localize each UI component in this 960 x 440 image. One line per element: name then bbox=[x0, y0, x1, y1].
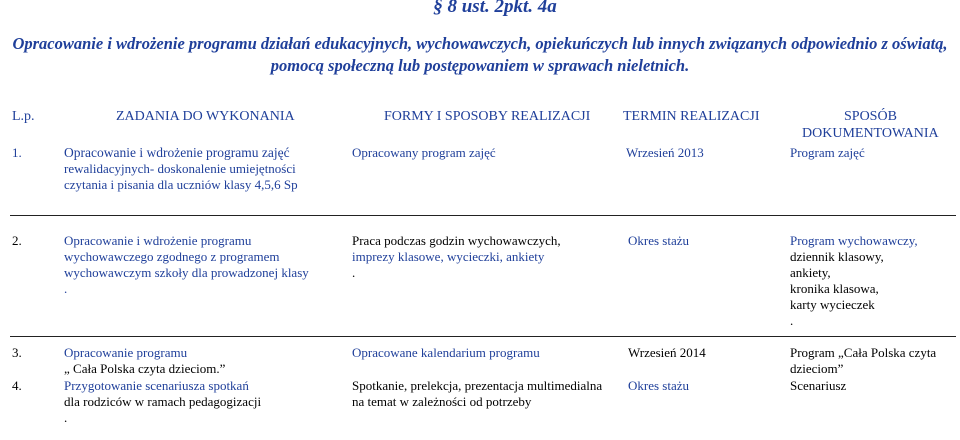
column-header-task: ZADANIA DO WYKONANIA bbox=[116, 109, 295, 124]
row-3-forms: Opracowane kalendarium programu bbox=[352, 345, 540, 360]
row-2-task-line-3: wychowawczym szkoły dla prowadzonej klasy bbox=[64, 265, 309, 280]
row-2-task-line-4: . bbox=[64, 281, 68, 296]
row-1-forms: Opracowany program zajęć bbox=[352, 145, 496, 160]
row-4-number: 4. bbox=[12, 378, 22, 393]
row-3-doc-line-1: Program „Cała Polska czyta bbox=[790, 345, 937, 360]
row-1-task-line-1: Opracowanie i wdrożenie programu zajęć bbox=[64, 145, 290, 160]
row-2-doc-line-4: kronika klasowa, bbox=[790, 281, 879, 296]
row-4-task-line-2: dla rodziców w ramach pedagogizacji bbox=[64, 394, 262, 409]
row-2-task-line-1: Opracowanie i wdrożenie programu bbox=[64, 233, 252, 248]
row-1-task-line-3: czytania i pisania dla uczniów klasy 4,5,6 Sp bbox=[64, 177, 298, 192]
row-2-number: 2. bbox=[12, 233, 22, 248]
row-3-doc-line-2: dzieciom” bbox=[790, 361, 844, 376]
row-2-doc-line-5: karty wycieczek bbox=[790, 297, 875, 312]
row-1-task-line-2: rewalidacyjnych- doskonalenie umiejętności bbox=[64, 161, 296, 176]
column-header-doc-line-1: SPOSÓB bbox=[844, 109, 897, 124]
row-2-forms-line-1: Praca podczas godzin wychowawczych, bbox=[352, 233, 561, 248]
column-header-term: TERMIN REALIZACJI bbox=[623, 109, 760, 124]
row-3-task-line-1: Opracowanie programu bbox=[64, 345, 188, 360]
row-divider-1 bbox=[10, 215, 956, 216]
row-1-number: 1. bbox=[12, 145, 22, 160]
column-header-forms: FORMY I SPOSOBY REALIZACJI bbox=[384, 109, 591, 124]
row-4-forms-line-1: Spotkanie, prelekcja, prezentacja multimedialna bbox=[352, 378, 603, 393]
column-header-doc-line-2: DOKUMENTOWANIA bbox=[802, 126, 939, 141]
row-4-documentation: Scenariusz bbox=[790, 378, 847, 393]
row-1-term: Wrzesień 2013 bbox=[626, 145, 704, 160]
document-title-line-2: pomocą społeczną lub postępowaniem w sprawach nieletnich. bbox=[270, 56, 690, 75]
row-2-term: Okres stażu bbox=[628, 233, 690, 248]
row-divider-2 bbox=[10, 336, 956, 337]
row-3-number: 3. bbox=[12, 345, 22, 360]
row-2-doc-line-6: . bbox=[790, 313, 794, 328]
row-2-doc-line-1: Program wychowawczy, bbox=[790, 233, 918, 248]
row-3-task-line-2: „ Cała Polska czyta dzieciom.” bbox=[64, 361, 226, 376]
row-2-task-line-2: wychowawczego zgodnego z programem bbox=[64, 249, 280, 264]
row-2-forms-line-3: . bbox=[352, 265, 356, 280]
row-4-task-line-3: . bbox=[64, 410, 68, 425]
column-header-lp: L.p. bbox=[12, 109, 35, 124]
row-1-documentation: Program zajęć bbox=[790, 145, 865, 160]
row-4-term: Okres stażu bbox=[628, 378, 690, 393]
row-2-doc-line-2: dziennik klasowy, bbox=[790, 249, 884, 264]
section-reference: § 8 ust. 2pkt. 4a bbox=[433, 0, 557, 17]
row-2-forms-line-2: imprezy klasowe, wycieczki, ankiety bbox=[352, 249, 545, 264]
row-3-term: Wrzesień 2014 bbox=[628, 345, 706, 360]
row-2-doc-line-3: ankiety, bbox=[790, 265, 831, 280]
row-4-task-line-1: Przygotowanie scenariusza spotkań bbox=[64, 378, 249, 393]
document-title-line-1: Opracowanie i wdrożenie programu działań edukacyjnych, wychowawczych, opiekuńczych lub innych związanych odpowiednio z oświatą, bbox=[12, 34, 948, 53]
row-4-forms-line-2: na temat w zależności od potrzeby bbox=[352, 394, 532, 409]
